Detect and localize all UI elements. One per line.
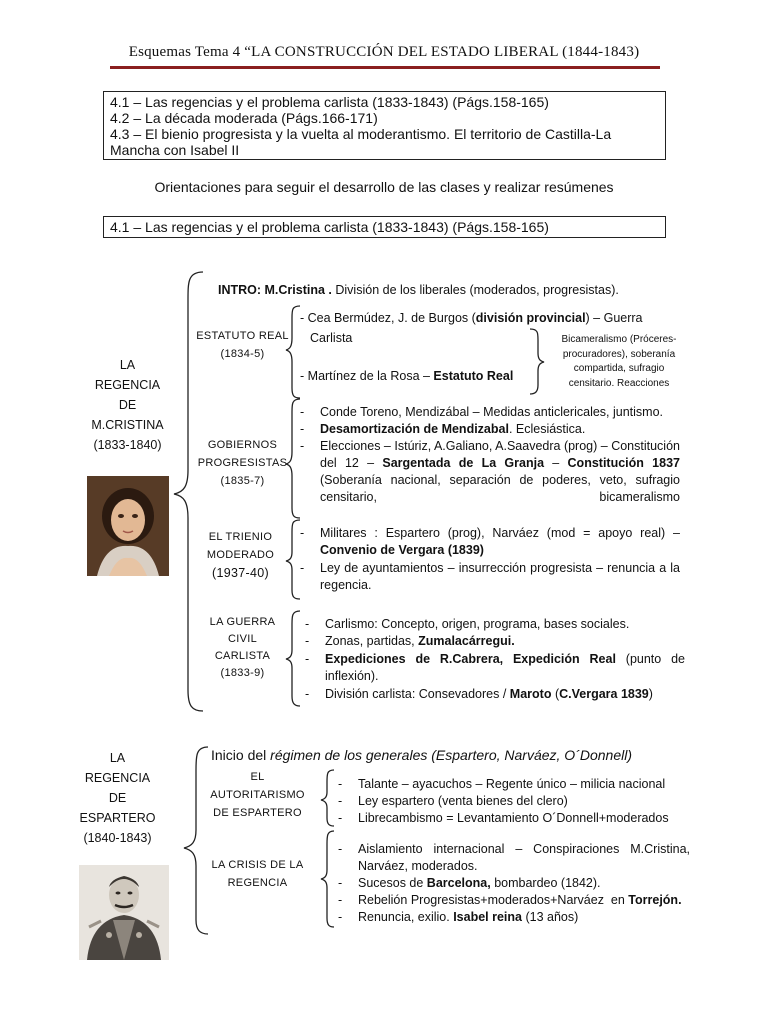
label-line: (1834-5) — [220, 348, 265, 360]
item-text: ) – Guerra — [585, 311, 643, 325]
note-line: procuradores), soberanía — [562, 348, 676, 360]
gobiernos-item-1 — [300, 404, 680, 421]
page-title: Esquemas Tema 4 “LA CONSTRUCCIÓN DEL ESTADO LIBERAL (1844-1843) — [128, 44, 640, 60]
note-line: censitario. Reacciones — [568, 377, 670, 389]
index-item: 4.1 – Las regencias y el problema carlista (1833-1843) (Págs.158-165) — [110, 94, 549, 110]
label-line: LA CRISIS DE LA — [211, 859, 304, 871]
dash: - — [338, 777, 343, 791]
dash: - — [300, 561, 305, 575]
autoritarismo-item-1 — [338, 776, 698, 793]
label-line: DE — [118, 398, 137, 412]
item-text: Rebelión Progresistas+moderados+Narváez en — [358, 893, 629, 907]
item-bold: Convenio de Vergara (1839) — [320, 543, 484, 557]
label-line: LA — [119, 358, 136, 372]
estatuto-label — [195, 327, 290, 363]
dash: - — [300, 526, 305, 540]
dash: - — [300, 311, 305, 325]
item-text: Renuncia, exilio. — [358, 910, 454, 924]
dash: - — [338, 876, 343, 890]
item-bold: Barcelona, — [426, 876, 491, 890]
dash: - — [300, 369, 305, 383]
item-text: bombardeo (1842). — [490, 876, 601, 890]
estatuto-item-2 — [300, 368, 540, 385]
orientations-text: Orientaciones para seguir el desarrollo de las clases y realizar resúmenes — [154, 179, 614, 195]
crisis-item-1 — [338, 841, 690, 875]
label-line: ESTATUTO REAL — [196, 330, 289, 342]
cristina-intro — [218, 282, 678, 299]
item-bold: Desamortización de Mendizabal — [320, 422, 509, 436]
dash: - — [338, 794, 343, 808]
trienio-label — [193, 528, 288, 582]
brace-crisis — [321, 831, 334, 927]
regencia-espartero-label — [70, 748, 165, 848]
item-text: Aislamiento internacional – Conspiraciones M.Cristina, Narváez, moderados. — [358, 842, 690, 873]
item-text: Carlista — [310, 331, 353, 345]
item-text: Talante – ayacuchos – Regente único – milicia nacional — [358, 777, 666, 791]
label-line: REGENCIA — [227, 877, 288, 889]
label-line: (1835-7) — [220, 475, 265, 487]
item-bold: Sargentada de La Granja — [382, 456, 545, 470]
section-title: 4.1 – Las regencias y el problema carlista (1833-1843) (Págs.158-165) — [110, 219, 549, 235]
label-line: ESPARTERO — [79, 811, 156, 825]
item-text: (13 años) — [522, 910, 579, 924]
guerra-item-1 — [305, 616, 685, 633]
gobiernos-label — [195, 436, 290, 490]
item-bold: Zumalacárregui. — [418, 634, 515, 648]
trienio-item-1 — [300, 525, 680, 559]
item-text: Carlismo: Concepto, origen, programa, bases sociales. — [325, 617, 630, 631]
item-text: División carlista: Consevadores / — [325, 687, 510, 701]
intro-bold: INTRO: M.Cristina . — [218, 283, 332, 297]
label-line: CIVIL — [227, 633, 257, 645]
item-text: Cea Bermúdez, J. de Burgos ( — [307, 311, 476, 325]
regencia-cristina-label — [80, 355, 175, 455]
crisis-item-2 — [338, 875, 690, 892]
label-line: PROGRESISTAS — [197, 457, 288, 469]
label-line: LA — [109, 751, 126, 765]
autoritarismo-item-2 — [338, 793, 698, 810]
dash: - — [338, 893, 343, 907]
item-bold: C.Vergara 1839 — [559, 687, 649, 701]
guerra-item-2 — [305, 633, 685, 650]
dash: - — [305, 634, 310, 648]
item-bold: división provincial — [475, 311, 586, 325]
item-text: Ley espartero (venta bienes del clero) — [358, 794, 568, 808]
label-line: EL TRIENIO — [208, 531, 273, 543]
item-text: Librecambismo = Levantamiento O´Donnell+moderados — [358, 811, 669, 825]
item-text: Ley de ayuntamientos – insurrección progresista – renuncia a la regencia. — [320, 561, 680, 592]
dash: - — [338, 910, 343, 924]
index-item: Mancha con Isabel II — [110, 142, 240, 158]
crisis-label — [205, 856, 310, 892]
dash: - — [305, 687, 310, 701]
espartero-intro — [211, 747, 681, 763]
brace-trienio — [286, 520, 300, 599]
dash: - — [305, 652, 310, 666]
intro-text: División de los liberales (moderados, progresistas). — [331, 283, 619, 297]
index-item: 4.3 – El bienio progresista y la vuelta al moderantismo. El territorio de Castilla-La — [110, 126, 612, 142]
item-text: ( — [551, 687, 560, 701]
intro-text: Inicio del — [211, 747, 271, 763]
dash: - — [300, 422, 305, 436]
label-line: REGENCIA — [84, 771, 151, 785]
item-text: Conde Toreno, Mendizábal – Medidas anticlericales, juntismo. — [320, 405, 664, 419]
label-line: LA GUERRA — [209, 616, 276, 628]
label-line: GOBIERNOS — [207, 439, 278, 451]
label-line: DE ESPARTERO — [213, 807, 302, 819]
label-line: (1833-9) — [220, 667, 265, 679]
label-line: MODERADO — [206, 549, 275, 561]
label-line: CARLISTA — [214, 650, 271, 662]
note-line: Bicameralismo (Próceres- — [561, 334, 677, 345]
autoritarismo-label — [205, 768, 310, 822]
label-line: (1840-1843) — [83, 831, 152, 845]
crisis-item-3 — [338, 892, 698, 909]
item-text: Elecciones – Istúriz, A.Galiano, A.Saavedra (prog) – Constitución del 12 – — [320, 439, 680, 470]
dash: - — [305, 617, 310, 631]
intro-italic: régimen de los generales (Espartero, Narváez, O´Donnell) — [270, 747, 632, 763]
label-line: REGENCIA — [94, 378, 161, 392]
guerra-item-4 — [305, 686, 685, 703]
gobiernos-item-3 — [300, 438, 680, 510]
item-bold: Expediciones de R.Cabrera, Expedición Real — [325, 652, 616, 666]
trienio-item-2 — [300, 560, 680, 594]
index-item: 4.2 – La década moderada (Págs.166-171) — [110, 110, 378, 126]
item-text: (Soberanía nacional, separación de poderes, veto, sufragio censitario, bicameralismo — [320, 473, 680, 504]
brace-autoritarismo — [321, 770, 334, 826]
label-line: (1937-40) — [212, 566, 269, 580]
note-line: compartida, sufragio — [573, 363, 665, 374]
item-text: Martínez de la Rosa – — [307, 369, 434, 383]
label-line: (1833-1840) — [93, 438, 162, 452]
portrait-maria-cristina — [87, 476, 169, 576]
dash: - — [300, 439, 305, 453]
item-bold: Isabel reina — [453, 910, 522, 924]
item-text: Zonas, partidas, — [325, 634, 419, 648]
label-line: EL — [250, 771, 265, 783]
dash: - — [300, 405, 305, 419]
crisis-item-4 — [338, 909, 690, 926]
guerra-item-3 — [305, 651, 685, 685]
item-text: – — [544, 456, 568, 470]
item-text: Sucesos de — [358, 876, 427, 890]
label-line: DE — [108, 791, 127, 805]
item-text: (punto de inflexión). — [325, 652, 685, 683]
label-line: M.CRISTINA — [91, 418, 164, 432]
item-bold: Torrejón. — [628, 893, 682, 907]
item-bold: Constitución 1837 — [567, 456, 680, 470]
portrait-espartero — [79, 865, 169, 960]
item-text: ) — [648, 687, 653, 701]
item-bold: Maroto — [509, 687, 552, 701]
estatuto-note — [544, 333, 694, 391]
autoritarismo-item-3 — [338, 810, 698, 827]
label-line: AUTORITARISMO — [210, 789, 305, 801]
item-text: Militares : Espartero (prog), Narváez (mod = apoyo real) – — [320, 526, 680, 540]
dash: - — [338, 811, 343, 825]
guerra-label — [195, 614, 290, 682]
item-bold: Estatuto Real — [433, 369, 514, 383]
gobiernos-item-2 — [300, 421, 680, 438]
dash: - — [338, 842, 343, 856]
item-text: . Eclesiástica. — [508, 422, 586, 436]
